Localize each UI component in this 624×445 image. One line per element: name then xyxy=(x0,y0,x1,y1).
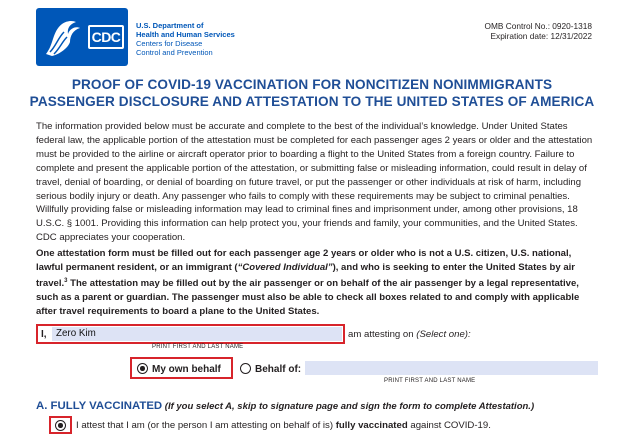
behalf-of-radio[interactable] xyxy=(240,363,251,374)
attest-pre: I attest that I am (or the person I am attesting on behalf of is) xyxy=(76,420,336,431)
agency-name xyxy=(136,21,235,57)
fully-vaccinated-radio[interactable] xyxy=(55,420,66,431)
cdc-logo xyxy=(36,8,128,66)
agency-line-4: Control and Prevention xyxy=(136,48,213,57)
omb-expiration-date: Expiration date: 12/31/2022 xyxy=(490,31,592,42)
instructions-part-2: ), and who is seeking to enter the United States by air travel. xyxy=(36,261,575,289)
attest-bold: fully vaccinated xyxy=(335,420,408,431)
agency-line-1: U.S. Department of xyxy=(136,21,204,30)
omb-info xyxy=(485,21,592,41)
attesting-label: am attesting on xyxy=(348,329,417,340)
attest-post: against COVID-19. xyxy=(407,420,491,431)
section-a-note: (If you select A, skip to signature page and sign the form to complete Attestation.) xyxy=(162,401,535,412)
covered-individual-term: “Covered Individual” xyxy=(237,261,333,273)
footnote-marker: 3 xyxy=(64,277,68,284)
cdc-logo-text: CDC xyxy=(91,29,121,45)
behalf-of-label: Behalf of: xyxy=(255,364,302,375)
agency-line-3: Centers for Disease xyxy=(136,39,203,48)
select-one-label: (Select one): xyxy=(416,329,471,340)
intro-paragraph: The information provided below must be accurate and complete to the best of the individual’s knowledge. Under United States federal law, the applicable portion of the attestation must be completed for each passenger ages 2 years or older and the attestation must be provided to the airline or aircraft operator prior to boarding a flight to the United States from a foreign country. Failure to complete and present the applicable portion of the attestation, or submitting false or misleading information, could result in delay of travel, denial of boarding, or denial of boarding on future travel, or put the passenger or other individuals at risk of harm, including serious bodily injury or death. Any passenger who fails to comply with these requirements may be subject to criminal penalties. Willfully providing false or misleading information may lead to criminal fines and imprisonment under, among other provisions, 18 U.S.C. § 1001. Providing this information can help protect you, your friends and family, your communities, and the United States. CDC appreciates your cooperation. xyxy=(36,121,593,244)
own-behalf-label: My own behalf xyxy=(152,364,221,375)
omb-control-number: OMB Control No.: 0920-1318 xyxy=(484,21,592,31)
page-title xyxy=(0,76,624,110)
agency-line-2: Health and Human Services xyxy=(136,30,235,39)
hhs-eagle-icon xyxy=(40,14,84,60)
behalf-caption: PRINT FIRST AND LAST NAME xyxy=(384,378,476,384)
attesting-text xyxy=(348,329,471,340)
instructions-paragraph xyxy=(36,247,596,319)
name-highlight-box xyxy=(36,324,345,344)
behalf-of-input[interactable] xyxy=(305,361,598,375)
fully-vaccinated-highlight-box xyxy=(49,416,72,434)
title-line-1: PROOF OF COVID-19 VACCINATION FOR NONCITIZEN NONIMMIGRANTS xyxy=(71,77,553,92)
title-line-2: PASSENGER DISCLOSURE AND ATTESTATION TO THE UNITED STATES OF AMERICA xyxy=(29,94,595,109)
section-a-title: A. FULLY VACCINATED xyxy=(36,400,163,412)
section-a-heading xyxy=(36,400,534,412)
fully-vaccinated-attestation xyxy=(76,420,491,431)
name-caption: PRINT FIRST AND LAST NAME xyxy=(152,344,244,350)
name-input[interactable]: Zero Kim xyxy=(52,327,342,341)
i-label: I, xyxy=(41,329,47,340)
instructions-part-3: The attestation may be filled out by the air passenger or on behalf of the air passenger by a legal representative, such as a parent or guardian. The passenger must also be able to check all boxes related to and comply with applicable after travel requirements to board a plane to the United States. xyxy=(36,277,580,317)
own-behalf-radio[interactable] xyxy=(137,363,148,374)
instructions-part-1: One attestation form must be filled out for each passenger age 2 years or older who is not a U.S. citizen, U.S. national, lawful permanent resident, or an immigrant ( xyxy=(36,248,572,273)
